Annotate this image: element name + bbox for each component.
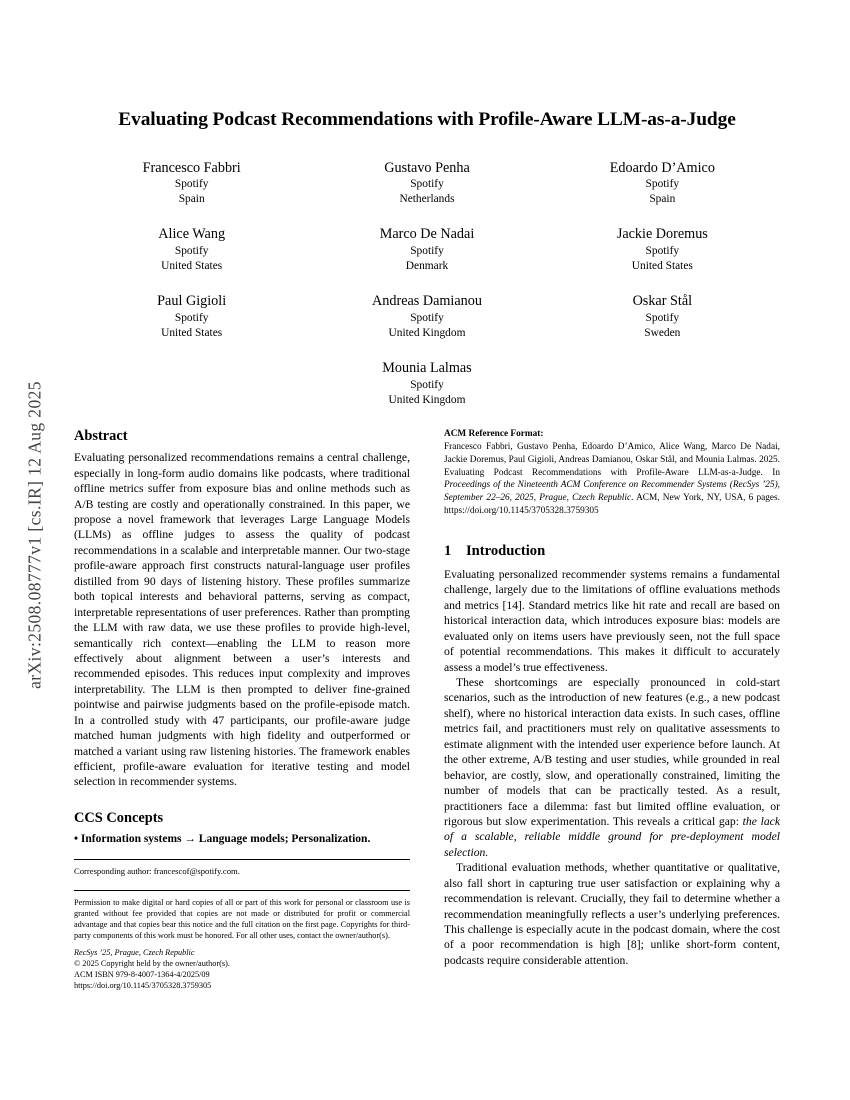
- author-affiliation: Spotify: [174, 178, 209, 191]
- two-column-body: [74, 428, 780, 991]
- author-entry: [545, 150, 780, 217]
- author-name: Gustavo Penha: [384, 159, 470, 176]
- author-entry: [74, 216, 309, 283]
- author-row: [74, 350, 780, 417]
- author-affiliation: Spotify: [174, 245, 209, 258]
- permission-paragraph: Permission to make digital or hard copies of all or part of this work for personal or classroom use is granted without fee provided that copies are not made or distributed for profit or commercial advantage and that copies bear this notice and the full citation on the first page. Copyrights for third-party components of this work must be honored. For all other uses, contact the owner/author(s).: [74, 897, 410, 941]
- author-affiliation: Spotify: [410, 178, 444, 191]
- author-country: United States: [631, 260, 693, 273]
- author-name: Alice Wang: [158, 226, 226, 243]
- acm-reference-heading: ACM Reference Format:: [444, 429, 544, 439]
- isbn-line: ACM ISBN 979-8-4007-1364-4/2025/09: [74, 969, 210, 979]
- author-affiliation: Spotify: [174, 311, 209, 324]
- author-country: United States: [161, 326, 223, 339]
- author-affiliation: Spotify: [410, 378, 444, 391]
- author-country: United States: [161, 260, 223, 273]
- author-country: Denmark: [405, 260, 449, 273]
- footnote-rule-top: [74, 859, 410, 860]
- author-affiliation: Spotify: [410, 311, 444, 324]
- author-country: Spain: [178, 193, 205, 206]
- acm-ref-venue-italic: Proceedings of the Nineteenth ACM Conference on Recommender Systems (RecSys ’25), September 22–26, 2025, Prague, Czech Republic: [444, 480, 780, 504]
- author-entry: [545, 283, 780, 350]
- permission-block: [74, 897, 410, 992]
- intro-paragraph-1: Evaluating personalized recommender systems remains a fundamental challenge, largely due to the limitations of offline evaluations methods and metrics [14]. Standard metrics like hit rate and recall are based on historical interaction data, which introduces exposure bias: models are evaluated only on items users have previously seen, not the full space of potential recommendations. This makes it difficult to accurately assess a model’s true effectiveness.: [444, 567, 780, 674]
- section-title: Introduction: [466, 543, 546, 560]
- arxiv-stamp: [0, 0, 70, 1100]
- author-entry: [309, 216, 544, 283]
- introduction-section: [444, 543, 780, 968]
- intro-p2-italic: the lack of a scalable, reliable middle ground for pre-deployment model selection.: [444, 814, 780, 859]
- author-country: United Kingdom: [388, 326, 466, 339]
- author-entry: [74, 150, 309, 217]
- author-name: Mounia Lalmas: [382, 360, 472, 377]
- authors-block: [74, 150, 780, 417]
- author-affiliation: Spotify: [645, 311, 680, 324]
- ccs-concepts-block: [74, 810, 410, 847]
- corresponding-author-note: Corresponding author: francescof@spotify.com.: [74, 866, 240, 877]
- author-row: [74, 283, 780, 350]
- ccs-concepts-line: [74, 832, 410, 847]
- author-affiliation: Spotify: [645, 178, 680, 191]
- author-entry: [74, 283, 309, 350]
- permission-rule: [74, 890, 410, 891]
- intro-paragraph-2: [444, 675, 780, 860]
- author-affiliation: Spotify: [410, 245, 444, 258]
- intro-p2-text: These shortcomings are especially pronounced in cold-start scenarios, such as the introduction of new features (e.g., a new podcast shelf), where no historical interaction data exists. In such cases, offline metrics fail, and practitioners must rely on qualitative assessments to estimate alignment with the intended user experience before launch. At the other extreme, A/B testing and user studies, while grounded in real behavior, are costly, slow, and operationally constrained, limiting the number of models that can be practically tested. As a result, practitioners face a dilemma: fast but limited offline evaluation, or rigorous but slow experimentation. This reveals a critical gap:: [444, 676, 780, 828]
- author-name: Andreas Damianou: [372, 293, 482, 310]
- author-country: Spain: [649, 193, 676, 206]
- author-entry: [309, 350, 544, 417]
- arxiv-stamp-text: arXiv:2508.08777v1 [cs.IR] 12 Aug 2025: [24, 381, 45, 689]
- author-name: Paul Gigioli: [157, 293, 227, 310]
- author-country: Sweden: [644, 326, 681, 339]
- ccs-heading: CCS Concepts: [74, 809, 164, 826]
- author-country: Netherlands: [399, 193, 455, 206]
- section-number: 1: [444, 543, 452, 560]
- author-name: Edoardo D’Amico: [609, 159, 715, 176]
- author-name: Francesco Fabbri: [142, 159, 241, 176]
- ccs-bullet-icon: •: [74, 833, 79, 846]
- left-column: [74, 428, 410, 991]
- author-row: [74, 216, 780, 283]
- right-column: [444, 428, 780, 991]
- page-title: Evaluating Podcast Recommendations with Profile-Aware LLM-as-a-Judge: [118, 109, 736, 130]
- ccs-text: Information systems → Language models; Personalization.: [80, 833, 371, 846]
- author-affiliation: Spotify: [645, 245, 680, 258]
- paper-page: [74, 0, 780, 1100]
- abstract-text: Evaluating personalized recommendations remains a central challenge, especially in long-form audio domains like podcasts, where traditional offline metrics suffer from exposure bias and online methods such as A/B testing are costly and operationally constrained. In this paper, we propose a novel framework that leverages Large Language Models (LLMs) as offline judges to assess the quality of podcast recommendations in a scalable and interpretable manner. Our two-stage profile-aware approach first constructs natural-language user profiles distilled from 90 days of listening history. These profiles summarize both topical interests and behavioral patterns, serving as compact, interpretable representations of user preferences. Rather than prompting the LLM with raw data, we use these profiles to provide high-level, semantically rich context—enabling the LLM to reason more effectively about alignment between a user’s interests and recommended episodes. This reduces input complexity and improves interpretability. The LLM is then prompted to deliver fine-grained pointwise and pairwise judgments based on the profile-episode match. In a controlled study with 47 participants, our profile-aware judge matched human judgments with high fidelity and outperformed or matched a variant using raw listening histories. The framework enables efficient, profile-aware evaluation for iterative testing and model selection in recommender systems.: [74, 451, 410, 789]
- author-name: Jackie Doremus: [616, 226, 708, 243]
- author-name: Oskar Stål: [632, 293, 693, 310]
- doi-line: https://doi.org/10.1145/3705328.3759305: [74, 981, 212, 991]
- acm-ref-part1: Francesco Fabbri, Gustavo Penha, Edoardo D’Amico, Alice Wang, Marco De Nadai, Jackie Doremus, Paul Gigioli, Andreas Damianou, Oskar Stål, and Mounia Lalmas. 2025. Evaluating Podcast Recommendations with Profile-Aware LLM-as-a-Judge. In: [444, 442, 780, 478]
- title-block: [74, 0, 780, 134]
- author-entry: [309, 150, 544, 217]
- venue-line: RecSys ’25, Prague, Czech Republic: [74, 947, 195, 957]
- acm-ref-part2: . ACM, New York, NY, USA, 6 pages. https://doi.org/10.1145/3705328.3759305: [444, 493, 780, 516]
- author-entry: [545, 216, 780, 283]
- author-row: [74, 150, 780, 217]
- copyright-line: © 2025 Copyright held by the owner/author(s).: [74, 958, 230, 968]
- author-name: Marco De Nadai: [379, 226, 475, 243]
- author-country: United Kingdom: [388, 393, 466, 406]
- author-entry: [309, 283, 544, 350]
- abstract-heading: Abstract: [74, 428, 128, 444]
- introduction-heading: [444, 543, 780, 561]
- acm-reference-text: [444, 441, 780, 517]
- intro-paragraph-3: Traditional evaluation methods, whether quantitative or qualitative, also fall short in capturing true user satisfaction or explaining why a recommendation is relevant. Crucially, they fail to determine whether a recommendation meaningfully reflects a user’s underlying preferences. This challenge is especially acute in the podcast domain, where the cost of a poor recommendation is high [8]; unlike short-form content, podcasts require considerable attention.: [444, 861, 780, 967]
